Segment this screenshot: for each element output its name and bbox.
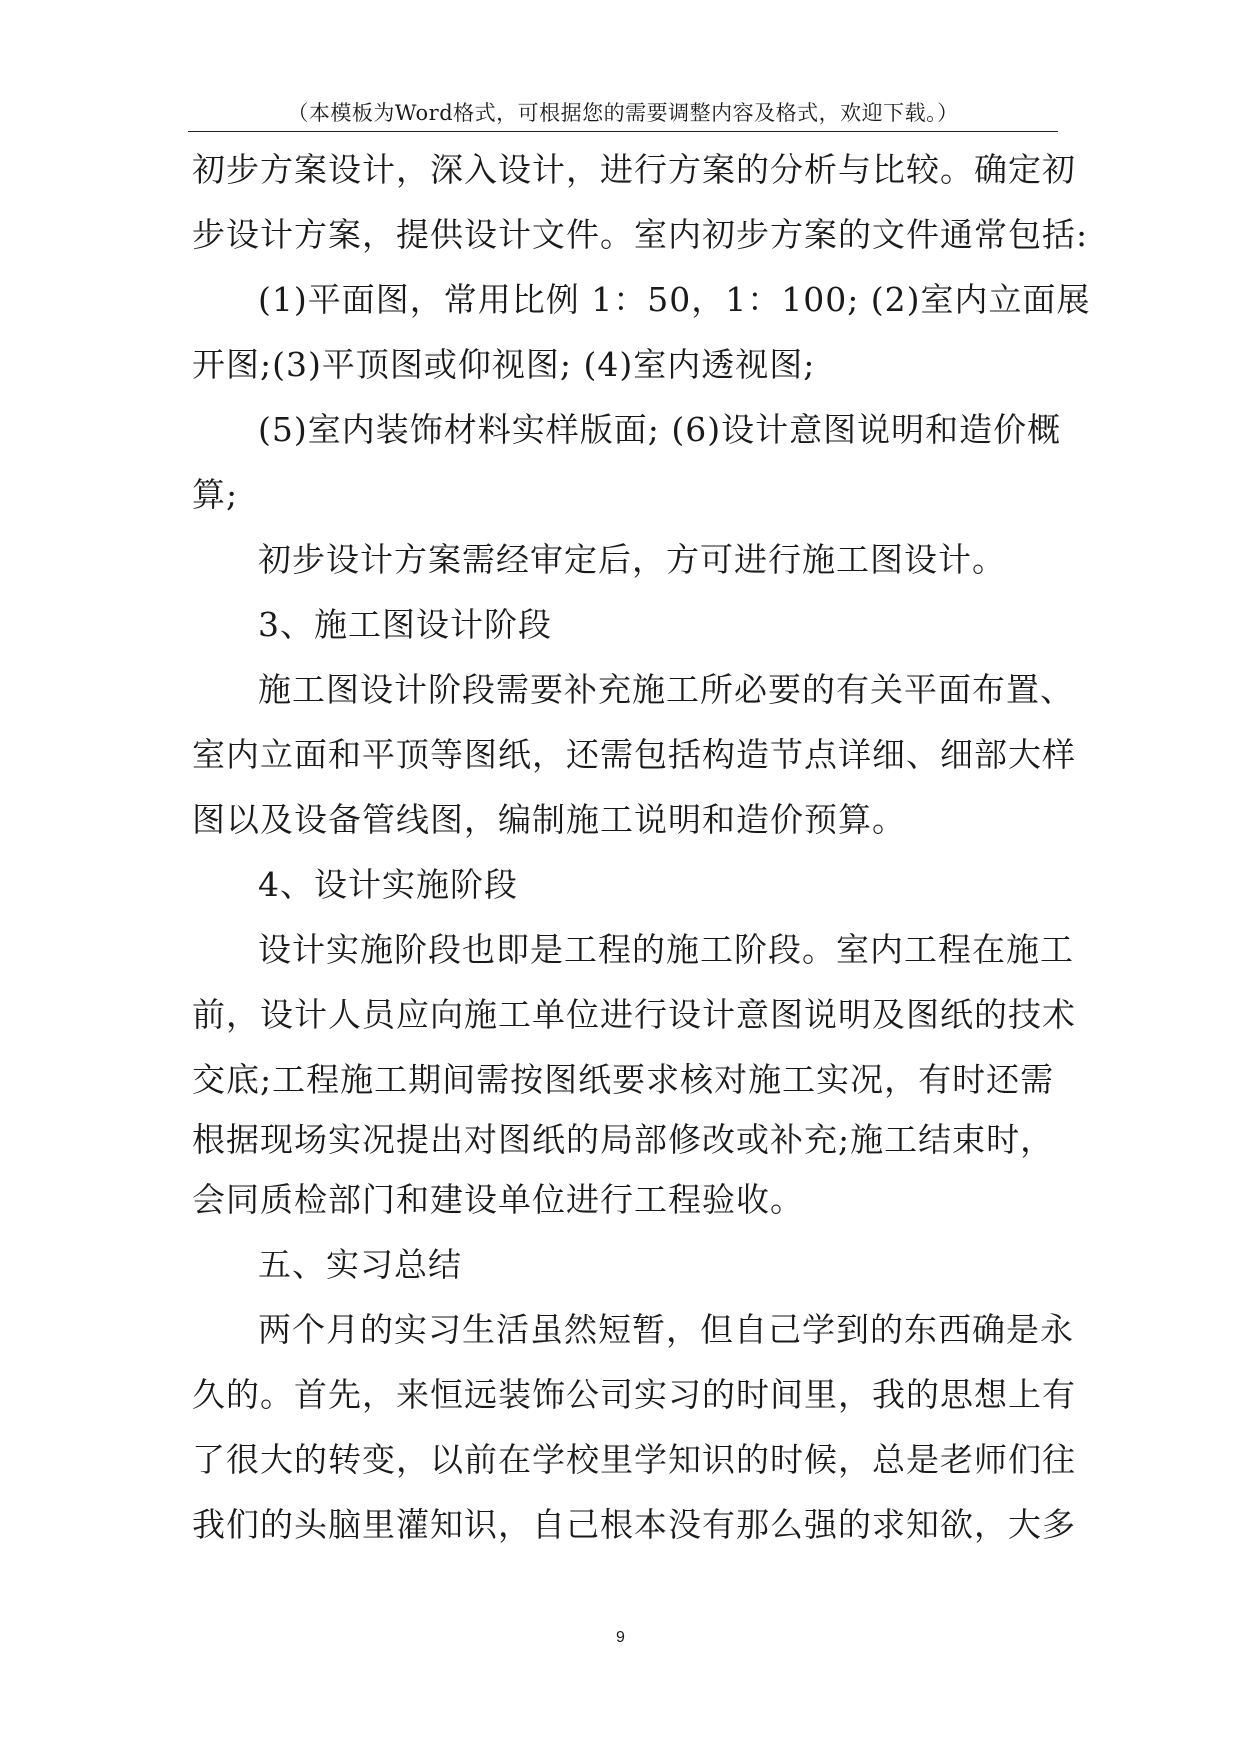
text-line: 初步方案设计，深入设计，进行方案的分析与比较。确定初 — [192, 150, 1076, 189]
text-line: (5)室内装饰材料实样版面; (6)设计意图说明和造价概 — [258, 410, 1062, 449]
section-heading: 五、实习总结 — [258, 1245, 462, 1284]
text-line: 施工图设计阶段需要补充施工所必要的有关平面布置、 — [258, 670, 1074, 709]
text-line: 两个月的实习生活虽然短暂，但自己学到的东西确是永 — [258, 1310, 1074, 1349]
text-line: 前，设计人员应向施工单位进行设计意图说明及图纸的技术 — [192, 995, 1076, 1034]
text-line: 我们的头脑里灌知识，自己根本没有那么强的求知欲，大多 — [192, 1505, 1076, 1544]
page-number: 9 — [616, 1629, 625, 1646]
text-line: 根据现场实况提出对图纸的局部修改或补充;施工结束时， — [192, 1120, 1055, 1159]
text-line: 会同质检部门和建设单位进行工程验收。 — [192, 1180, 804, 1219]
text-line: 久的。首先，来恒远装饰公司实习的时间里，我的思想上有 — [192, 1375, 1076, 1414]
text-line: (1)平面图，常用比例 1：50，1：100; (2)室内立面展 — [258, 280, 1091, 319]
text-line: 步设计方案，提供设计文件。室内初步方案的文件通常包括: — [192, 215, 1089, 254]
text-line: 交底;工程施工期间需按图纸要求核对施工实况，有时还需 — [192, 1060, 1055, 1099]
text-line: 室内立面和平顶等图纸，还需包括构造节点详细、细部大样 — [192, 735, 1076, 774]
text-line: 设计实施阶段也即是工程的施工阶段。室内工程在施工 — [258, 930, 1074, 969]
text-line: 算; — [192, 475, 239, 514]
text-line: 开图;(3)平顶图或仰视图; (4)室内透视图; — [192, 345, 816, 384]
text-line: 图以及设备管线图，编制施工说明和造价预算。 — [192, 800, 906, 839]
section-heading: 3、施工图设计阶段 — [258, 605, 552, 644]
text-line: 初步设计方案需经审定后，方可进行施工图设计。 — [258, 540, 1006, 579]
section-heading: 4、设计实施阶段 — [258, 865, 518, 904]
page-header: （本模板为Word格式，可根据您的需要调整内容及格式，欢迎下载。） — [287, 101, 959, 125]
text-line: 了很大的转变，以前在学校里学知识的时候，总是老师们往 — [192, 1440, 1076, 1479]
